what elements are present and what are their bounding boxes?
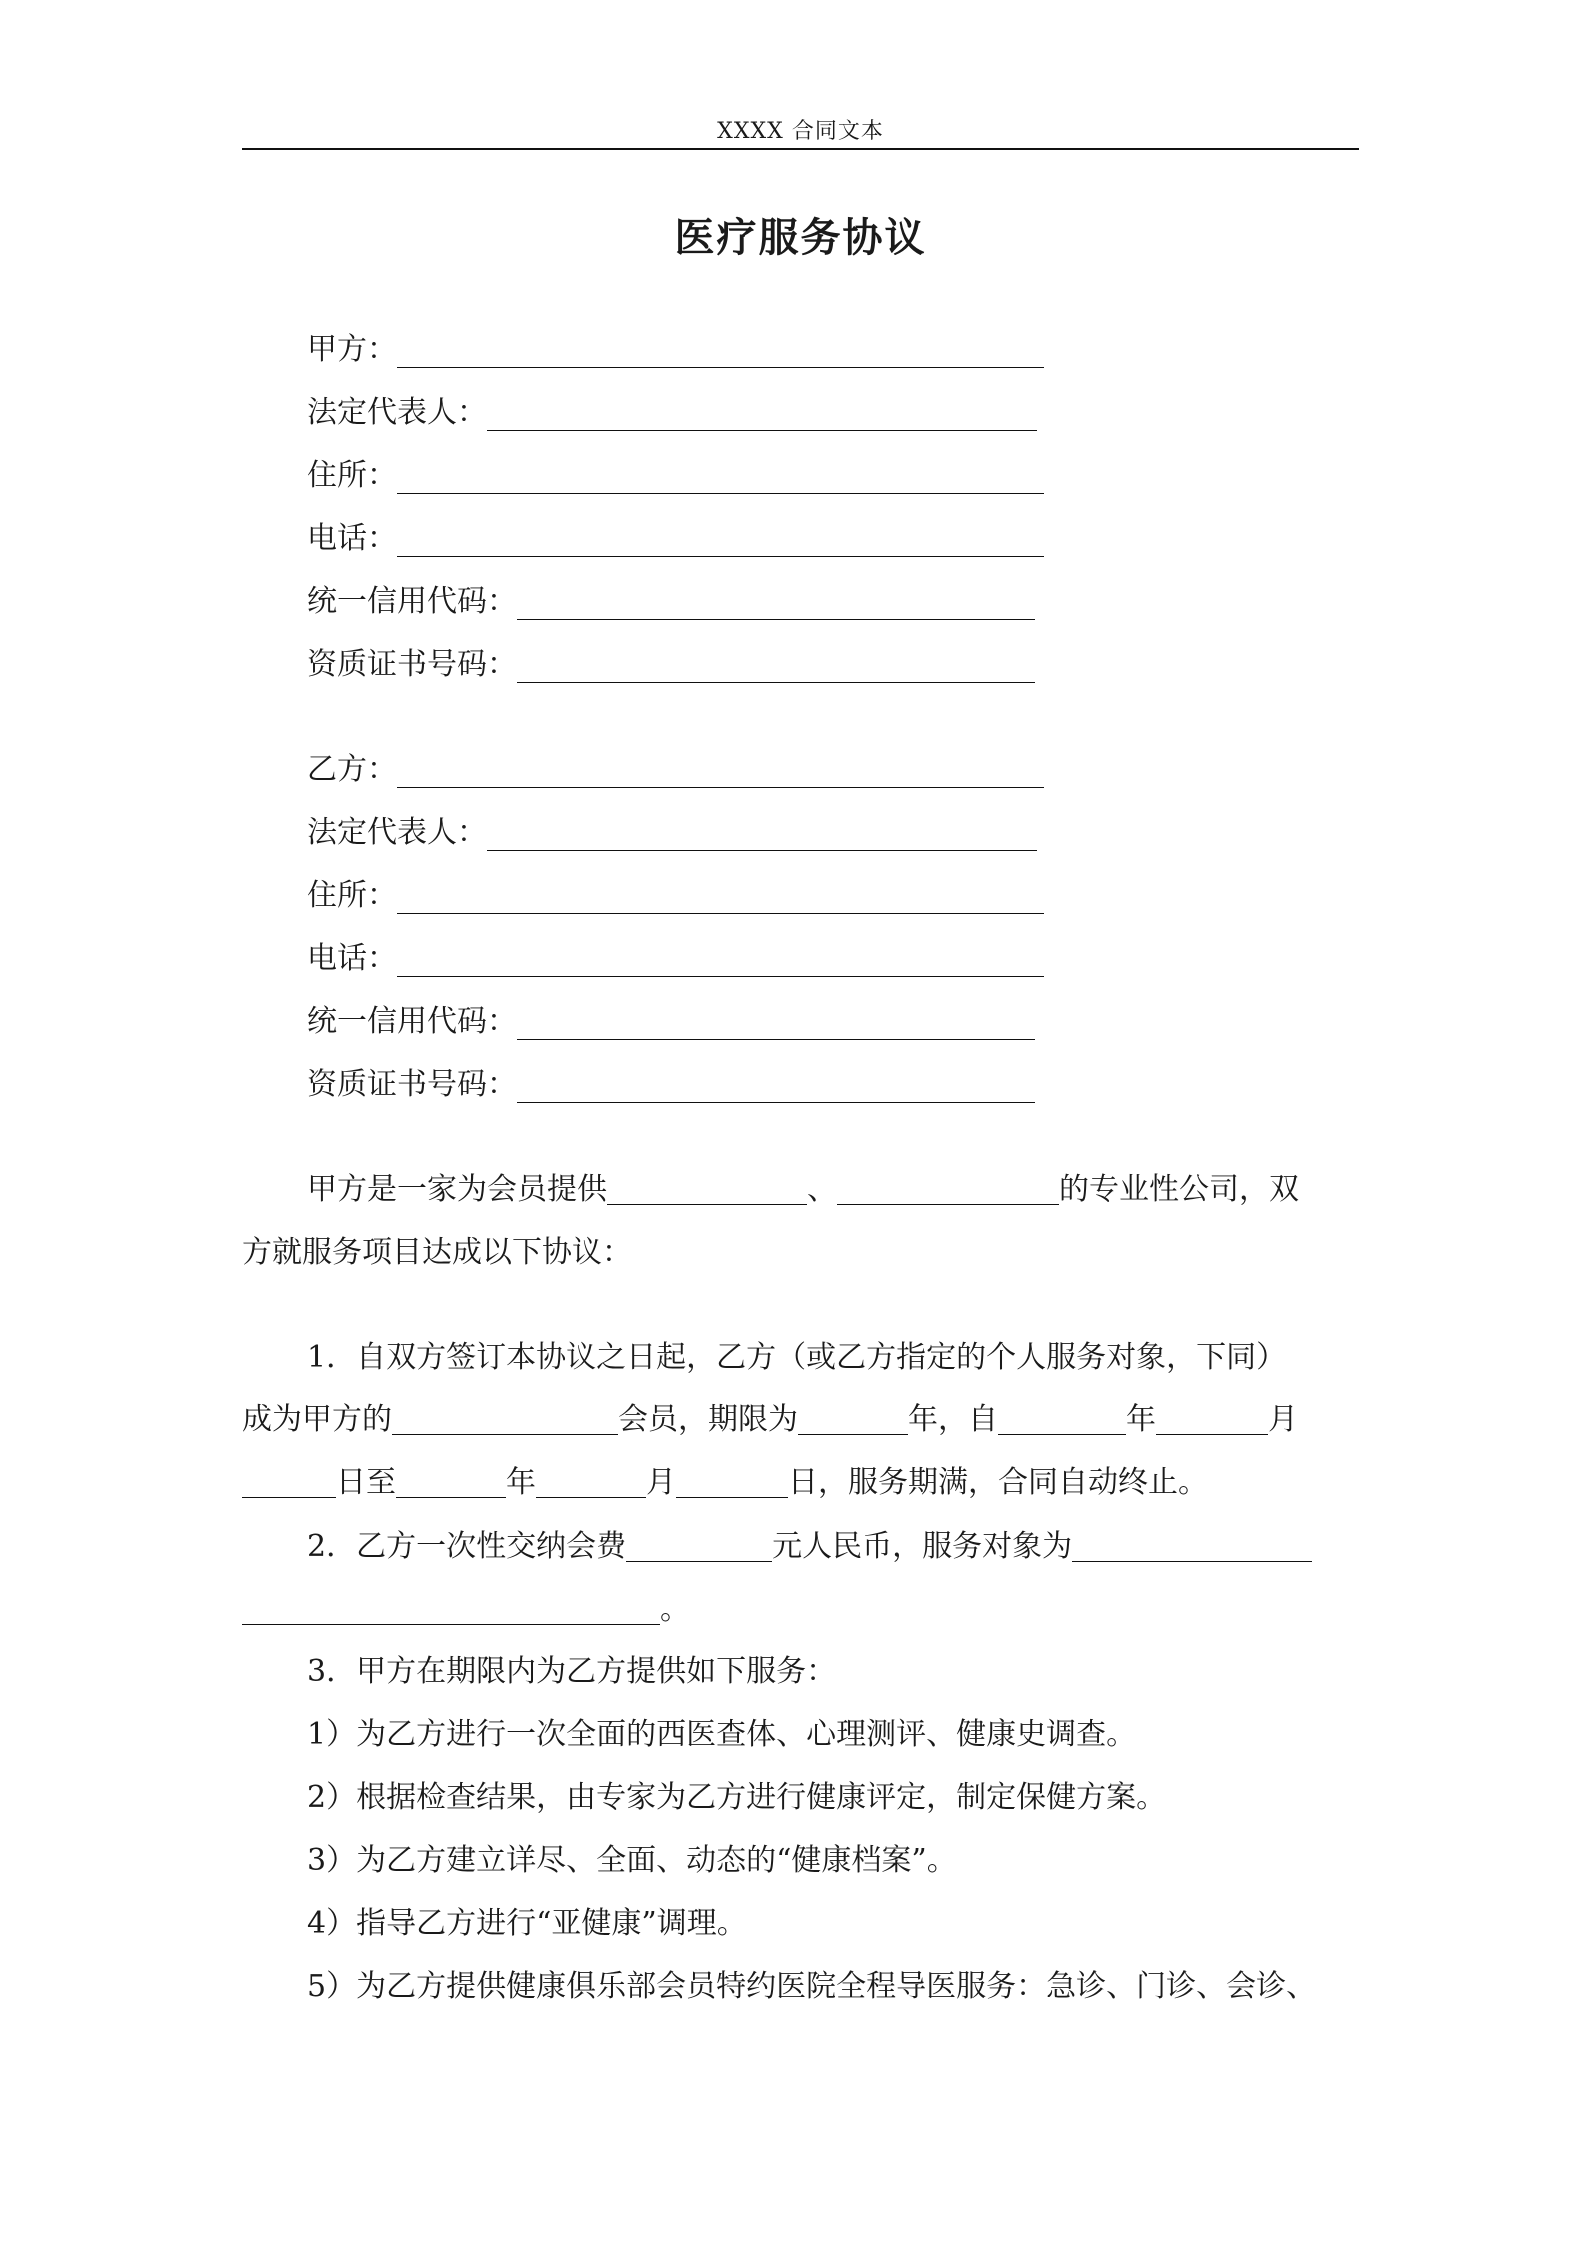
party-a-address-blank[interactable] [397,459,1044,494]
party-a-rep-field [307,391,1037,431]
party-b-cert-label: 资质证书号码： [307,1067,517,1102]
end-month-blank[interactable] [536,1465,646,1498]
party-b-name-label: 乙方： [307,752,397,787]
party-a-rep-blank[interactable] [487,396,1037,431]
fee-amount-blank[interactable] [626,1529,772,1562]
document-title: 医疗服务协议 [674,214,927,261]
clause-2-line-2 [242,1590,690,1630]
intro-text-2: 、 [807,1172,837,1207]
service-blank-2[interactable] [837,1172,1059,1205]
party-b-name-blank[interactable] [397,753,1044,788]
party-b-address-label: 住所： [307,878,397,913]
party-b-rep-label: 法定代表人： [307,815,487,850]
clause-2-text-a2: 元人民币，服务对象为 [772,1529,1073,1564]
intro-line-1 [307,1170,1299,1210]
clause-3-item: 4）指导乙方进行“亚健康”调理。 [307,1906,747,1941]
clause-1-text-b1: 成为甲方的 [242,1402,392,1437]
party-a-cert-field [307,643,1035,683]
party-b-cert-field [307,1063,1035,1103]
clause-1-text-c1: 日至 [336,1465,396,1500]
party-a-address-label: 住所： [307,458,397,493]
party-b-rep-field [307,811,1037,851]
party-a-phone-field [307,517,1044,557]
service-blank-1[interactable] [607,1172,807,1205]
party-b-phone-label: 电话： [307,941,397,976]
party-b-address-field [307,874,1044,914]
intro-text-3: 的专业性公司，双 [1059,1172,1299,1207]
party-b-credit-blank[interactable] [517,1005,1035,1040]
party-a-phone-label: 电话： [307,521,397,556]
party-b-rep-blank[interactable] [487,816,1037,851]
clause-2-text-b: 。 [660,1592,690,1627]
party-b-cert-blank[interactable] [517,1068,1035,1103]
clause-3-item: 1）为乙方进行一次全面的西医查体、心理测评、健康史调查。 [307,1717,1137,1752]
clause-1-text-c3: 月 [646,1465,676,1500]
clause-1-text-c4: 日，服务期满，合同自动终止。 [788,1465,1208,1500]
service-target-blank-2[interactable] [242,1592,660,1625]
header-divider [242,148,1359,150]
clause-1-text-b5: 月 [1268,1402,1298,1437]
intro-line-2: 方就服务项目达成以下协议： [242,1235,632,1270]
clause-3-item: 5）为乙方提供健康俱乐部会员特约医院全程导医服务：急诊、门诊、会诊、 [307,1969,1317,2004]
clause-2-line-1 [307,1527,1312,1567]
term-years-blank[interactable] [798,1402,908,1435]
party-b-address-blank[interactable] [397,879,1044,914]
clause-1-line-2 [242,1400,1298,1440]
party-b-phone-field [307,937,1044,977]
party-a-name-label: 甲方： [307,332,397,367]
clause-1-line-3 [242,1463,1208,1503]
party-a-credit-blank[interactable] [517,585,1035,620]
clause-1-text-c2: 年 [506,1465,536,1500]
clause-1-text-b3: 年，自 [908,1402,998,1437]
clause-1-line-1: 1．自双方签订本协议之日起，乙方（或乙方指定的个人服务对象，下同） [307,1340,1287,1375]
party-b-credit-label: 统一信用代码： [307,1004,517,1039]
start-year-blank[interactable] [998,1402,1126,1435]
party-a-credit-label: 统一信用代码： [307,584,517,619]
party-b-phone-blank[interactable] [397,942,1044,977]
clause-3-item: 3）为乙方建立详尽、全面、动态的“健康档案”。 [307,1843,957,1878]
clause-3-item: 2）根据检查结果，由专家为乙方进行健康评定，制定保健方案。 [307,1780,1167,1815]
party-a-credit-field [307,580,1035,620]
end-year-blank[interactable] [396,1465,506,1498]
start-day-blank[interactable] [242,1465,336,1498]
party-b-credit-field [307,1000,1035,1040]
party-a-name-field [307,328,1044,368]
clause-1-text-b4: 年 [1126,1402,1156,1437]
end-day-blank[interactable] [676,1465,788,1498]
party-a-address-field [307,454,1044,494]
party-a-cert-blank[interactable] [517,648,1035,683]
party-a-phone-blank[interactable] [397,522,1044,557]
party-a-rep-label: 法定代表人： [307,395,487,430]
intro-text-1: 甲方是一家为会员提供 [307,1172,607,1207]
clause-1-text-b2: 会员，期限为 [618,1402,798,1437]
clause-3-title: 3．甲方在期限内为乙方提供如下服务： [307,1654,837,1689]
start-month-blank[interactable] [1156,1402,1268,1435]
clause-2-text-a1: 2．乙方一次性交纳会费 [307,1529,627,1564]
party-a-name-blank[interactable] [397,333,1044,368]
party-b-name-field [307,748,1044,788]
party-a-cert-label: 资质证书号码： [307,647,517,682]
page-header: XXXX 合同文本 [717,119,884,144]
membership-type-blank[interactable] [392,1402,618,1435]
service-target-blank-1[interactable] [1072,1529,1312,1562]
